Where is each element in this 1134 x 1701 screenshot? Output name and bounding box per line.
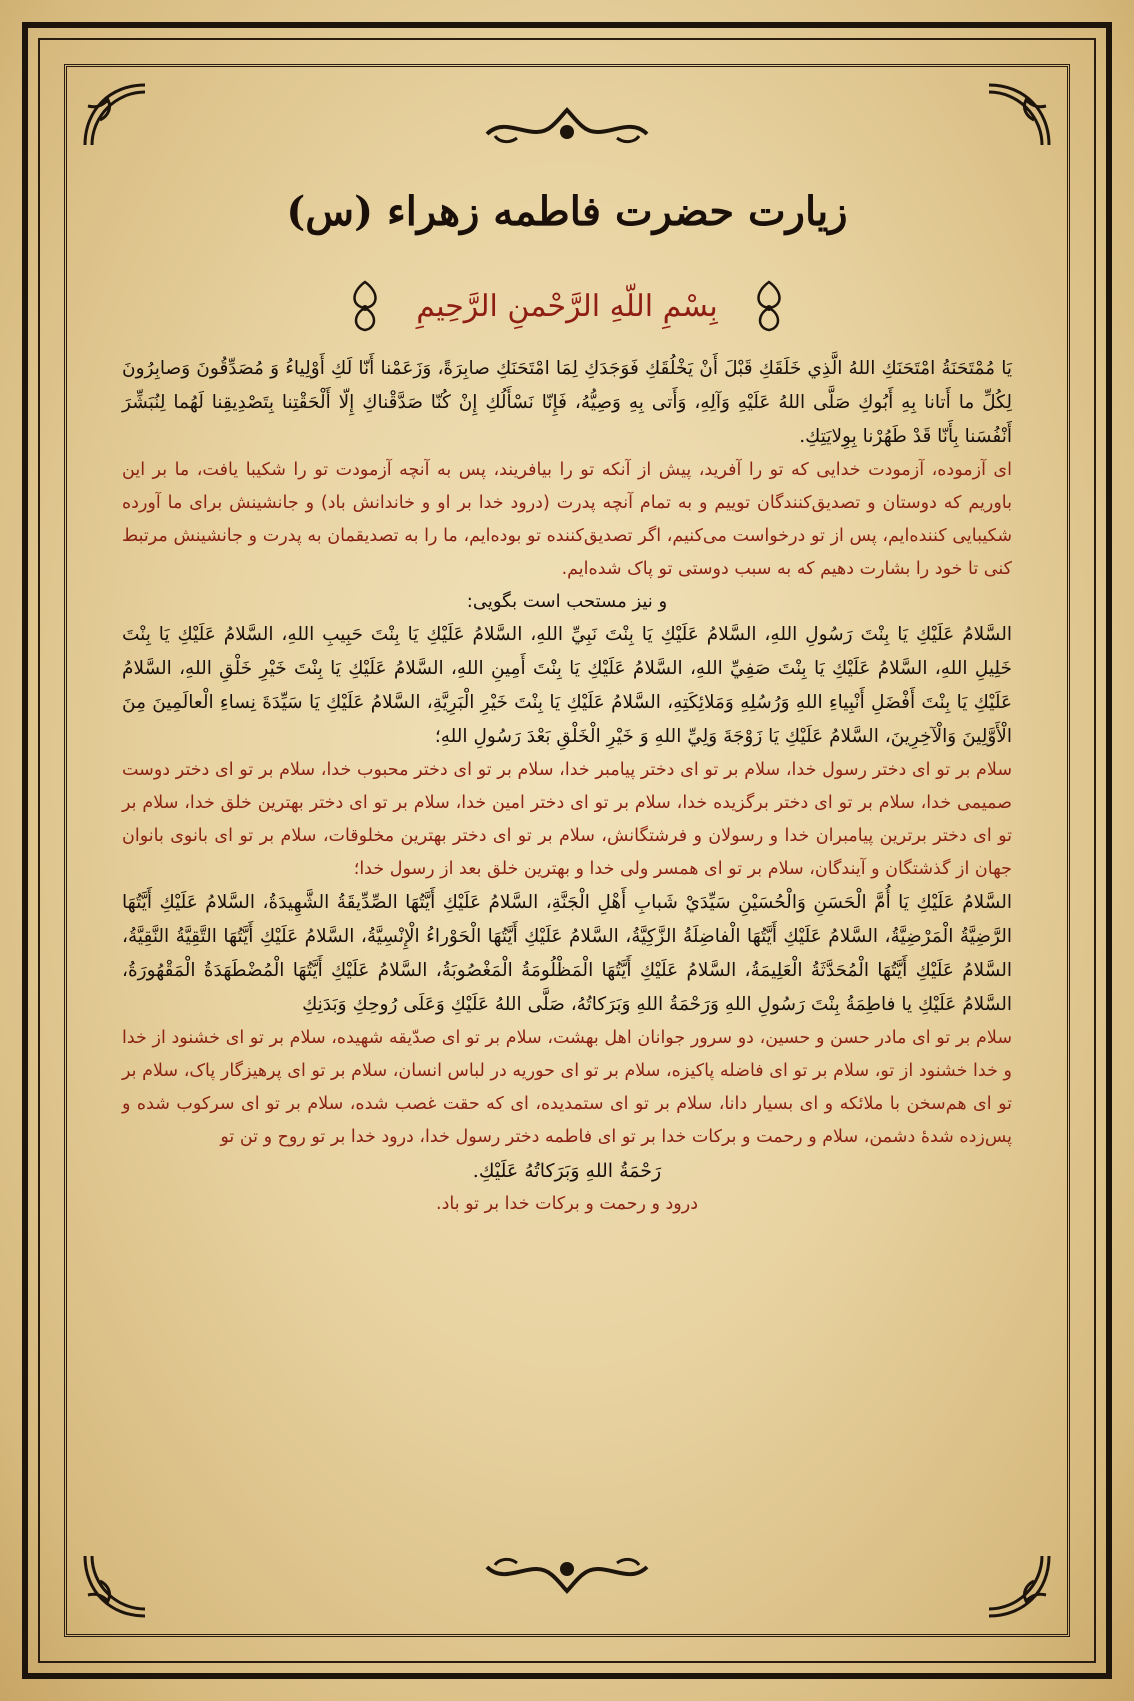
arabic-paragraph-2: السَّلامُ عَلَيْكِ يَا بِنْتَ رَسُولِ اللهِ، السَّلامُ عَلَيْكِ يَا بِنْتَ نَبِيِّ اللهِ، السَّلامُ عَلَيْكِ يَا بِنْتَ حَبِيبِ اللهِ، السَّلامُ عَلَيْكِ يَا بِنْتَ خَلِيلِ اللهِ، السَّلامُ عَلَيْكِ يَا بِنْتَ صَفِيِّ اللهِ، السَّلامُ عَلَيْكِ يَا بِنْتَ أَمِينِ اللهِ، السَّلامُ عَلَيْكِ يَا بِنْتَ خَيْرِ خَلْقِ اللهِ، السَّلامُ عَلَيْكِ يَا بِنْتَ أَفْضَلِ أَنْبِياءِ اللهِ وَرُسُلِهِ وَمَلائِكَتِهِ، السَّلامُ عَلَيْكِ يَا بِنْتَ خَيْرِ الْبَرِيَّةِ، السَّلامُ عَلَيْكِ يَا سَيِّدَةَ نِساءِ الْعالَمِينَ مِنَ الْأَوَّلِينَ وَالْآخِرِينَ، السَّلامُ عَلَيْكِ يَا زَوْجَةَ وَلِيِّ اللهِ وَ خَيْرِ الْخَلْقِ بَعْدَ رَسُولِ اللهِ؛ bbox=[122, 624, 1012, 747]
prayer-text-body bbox=[122, 352, 1012, 1551]
corner-ornament-icon bbox=[80, 80, 150, 150]
instruction-note: و نیز مستحب است بگویی: bbox=[466, 591, 668, 612]
corner-ornament-icon bbox=[984, 1551, 1054, 1621]
arabic-paragraph-3: السَّلامُ عَلَيْكِ يَا أُمَّ الْحَسَنِ وَالْحُسَيْنِ سَيِّدَيْ شَبابِ أَهْلِ الْجَنَّةِ، السَّلامُ عَلَيْكِ أَيَّتُهَا الصِّدِّيقَةُ الشَّهِيدَةُ، السَّلامُ عَلَيْكِ أَيَّتُهَا الرَّضِيَّةُ الْمَرْضِيَّةُ، السَّلامُ عَلَيْكِ أَيَّتُهَا الْفاضِلَةُ الزَّكِيَّةُ، السَّلامُ عَلَيْكِ أَيَّتُهَا الْحَوْراءُ الْإِنْسِيَّةُ، السَّلامُ عَلَيْكِ أَيَّتُهَا التَّقِيَّةُ النَّقِيَّةُ، السَّلامُ عَلَيْكِ أَيَّتُهَا الْمُحَدَّثَةُ الْعَلِيمَةُ، السَّلامُ عَلَيْكِ أَيَّتُهَا الْمَظْلُومَةُ الْمَغْصُوبَةُ، السَّلامُ عَلَيْكِ أَيَّتُهَا الْمُضْطَهَدَةُ الْمَقْهُورَةُ، السَّلامُ عَلَيْكِ يا فاطِمَةُ بِنْتَ رَسُولِ اللهِ وَرَحْمَةُ اللهِ وَبَرَكاتُهُ، صَلَّى اللهُ عَلَيْكِ وَعَلَى رُوحِكِ وَبَدَنِكِ bbox=[122, 892, 1012, 1015]
arabic-closing: رَحْمَةُ اللهِ وَبَرَكاتُهُ عَلَيْكِ. bbox=[472, 1160, 662, 1182]
persian-translation-1: ای آزموده، آزمودت خدایی که تو را آفرید، پیش از آنکه تو را بیافریند، پس به آنچه آزمودت تو را شکیبا یافت، ما بر این باوریم که دوستان و تصدیق‌کنندگان توییم و به تمام آنچه پدرت (درود خدا بر او و خاندانش باد) و جانشینش برای ما آورده شکیبایی کننده‌ایم، پس از تو درخواست می‌کنیم، اگر تصدیق‌کننده تو بوده‌ایم، ما را به تصدیقمان به پدرت و جانشینش مرتبط کنی تا خود را بشارت دهیم که به سبب دوستی تو پاک شده‌ایم. bbox=[122, 460, 1012, 579]
arabic-paragraph-1: يَا مُمْتَحَنَةُ امْتَحَنَكِ اللهُ الَّذِي خَلَقَكِ قَبْلَ أَنْ يَخْلُقَكِ فَوَجَدَكِ لِمَا امْتَحَنَكِ صابِرَةً، وَزَعَمْنا أَنّا لَكِ أَوْلِياءُ وَ مُصَدِّقُونَ وَصابِرُونَ لِكُلِّ ما أَتانا بِهِ أَبُوكِ صَلَّى اللهُ عَلَيْهِ وَآلِهِ، وَأَتى بِهِ وَصِيُّهُ، فَإِنّا نَسْأَلُكِ إِنْ كُنّا صَدَّقْناكِ إِلّا أَلْحَقْتِنا بِتَصْدِيقِنا لَهُما لِنُبَشِّرَ أَنْفُسَنا بِأَنّا قَدْ طَهُرْنا بِوِلايَتِكِ. bbox=[122, 358, 1012, 447]
bottom-scroll-ornament-icon bbox=[477, 1551, 657, 1597]
basmala: بِسْمِ اللّهِ الرَّحْمنِ الرَّحِيمِ bbox=[416, 288, 718, 324]
persian-closing: درود و رحمت و برکات خدا بر تو باد. bbox=[436, 1194, 698, 1214]
persian-translation-2: سلام بر تو ای دختر رسول خدا، سلام بر تو ای دختر پیامبر خدا، سلام بر تو ای دختر محبوب خدا، سلام بر تو ای دختر دوست صمیمی خدا، سلام بر تو ای دختر برگزیده خدا، سلام بر تو ای دختر امین خدا، سلام بر تو ای دختر بهترین خلق خدا، سلام بر تو ای دختر برترین پیامبران خدا و رسولان و فرشتگانش، سلام بر تو ای دختر بهترین مخلوقات، سلام بر تو ای بانوی بانوان جهان از گذشتگان و آیندگان، سلام بر تو ای همسر ولی خدا و بهترین خلق بعد از رسول خدا؛ bbox=[122, 760, 1012, 879]
corner-ornament-icon bbox=[984, 80, 1054, 150]
flourish-icon bbox=[747, 278, 791, 334]
basmala-row bbox=[0, 278, 1134, 334]
page-title: زیارت حضرت فاطمه زهراء (س) bbox=[286, 188, 848, 235]
flourish-icon bbox=[343, 278, 387, 334]
persian-translation-3: سلام بر تو ای مادر حسن و حسین، دو سرور جوانان اهل بهشت، سلام بر تو ای صدّیقه شهیده، سلام بر تو ای خشنود از خدا و خدا خشنود از تو، سلام بر تو ای فاضله پاکیزه، سلام بر تو ای حوریه در لباس انسان، سلام بر تو ای پرهیزگار پاک، سلام بر تو ای هم‌سخن با ملائکه و ای بسیار دانا، سلام بر تو ای ستمدیده، ای که حقت غصب شده، سلام بر تو ای سرکوب شده و پس‌زده شدهٔ دشمن، سلام و رحمت و برکات خدا بر تو ای فاطمه دختر رسول خدا، درود خدا بر تو روح و تن تو bbox=[122, 1028, 1012, 1147]
top-scroll-ornament-icon bbox=[477, 104, 657, 150]
corner-ornament-icon bbox=[80, 1551, 150, 1621]
